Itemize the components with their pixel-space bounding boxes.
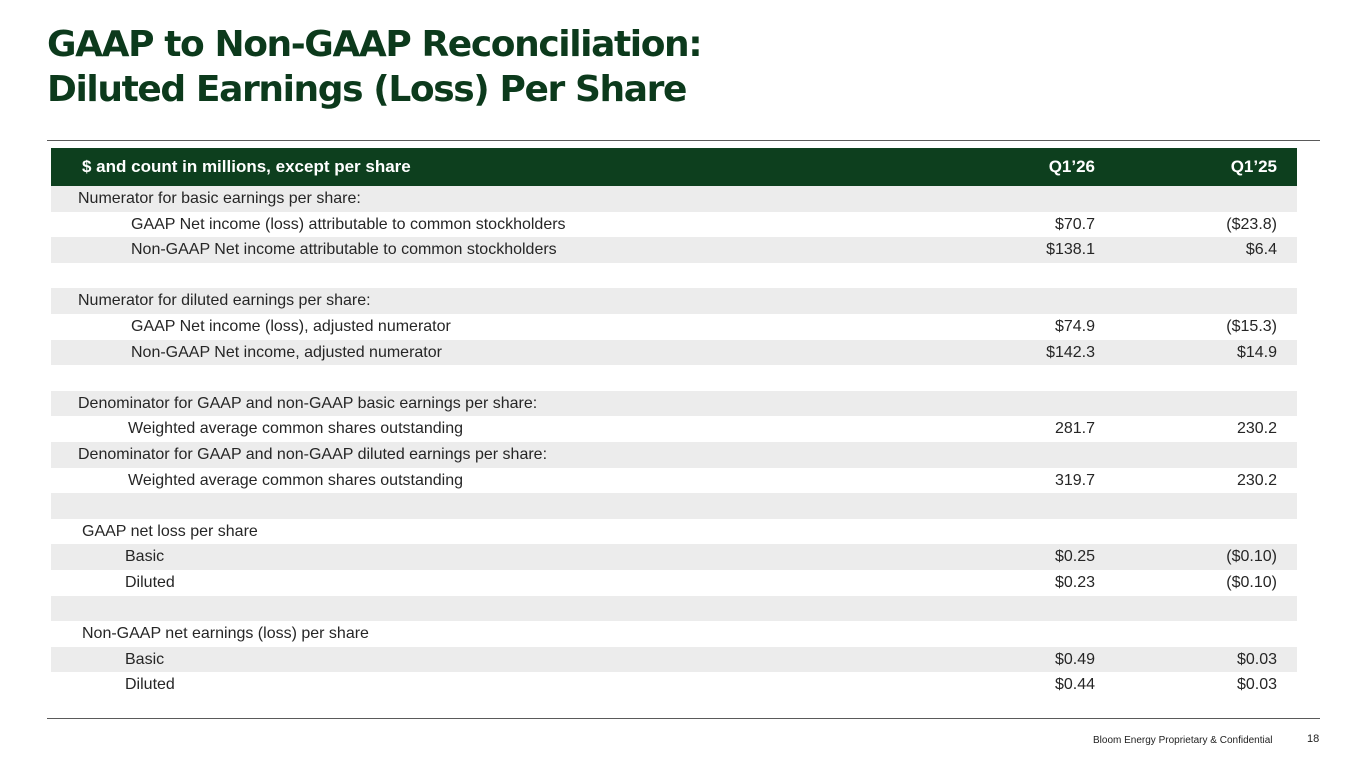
row-value-q1-26: $0.23	[1054, 573, 1095, 591]
table-row-spacer	[51, 596, 1297, 622]
row-value-q1-26: $142.3	[1046, 343, 1095, 361]
row-label: Denominator for GAAP and non-GAAP diluted earnings per share:	[78, 445, 548, 463]
header-col-q1-25: Q1’25	[1230, 157, 1277, 176]
table-header	[51, 148, 1297, 186]
table-row	[51, 237, 1297, 263]
row-value-q1-25: ($15.3)	[1226, 317, 1277, 335]
page-number: 18	[1307, 733, 1320, 745]
table-row	[51, 391, 1297, 417]
table-row	[51, 314, 1297, 340]
row-value-q1-26: 281.7	[1054, 420, 1095, 438]
row-value-q1-26: $0.49	[1054, 650, 1095, 668]
row-value-q1-25: 230.2	[1236, 471, 1277, 489]
table-row	[51, 621, 1297, 647]
row-label: Basic	[125, 650, 165, 668]
bottom-divider	[47, 718, 1320, 719]
row-value-q1-25: $6.4	[1245, 241, 1277, 259]
row-value-q1-25: $0.03	[1236, 676, 1277, 694]
title-line-1: GAAP to Non-GAAP Reconciliation:	[47, 24, 702, 65]
table-row	[51, 570, 1297, 596]
title-line-2: Diluted Earnings (Loss) Per Share	[47, 69, 686, 110]
table-row	[51, 212, 1297, 238]
table-row-spacer	[51, 365, 1297, 391]
table-row	[51, 468, 1297, 494]
table-row	[51, 544, 1297, 570]
row-label: Diluted	[125, 676, 175, 694]
row-label: Diluted	[125, 573, 175, 591]
row-value-q1-26: $70.7	[1054, 215, 1095, 233]
table-row	[51, 442, 1297, 468]
table-row-spacer	[51, 263, 1297, 289]
table-row	[51, 672, 1297, 698]
row-value-q1-25: ($23.8)	[1226, 215, 1277, 233]
page-title	[47, 22, 701, 112]
row-value-q1-26: $138.1	[1046, 241, 1095, 259]
row-label: Non-GAAP Net income, adjusted numerator	[131, 343, 442, 361]
row-value-q1-26: $74.9	[1054, 317, 1095, 335]
row-value-q1-25: ($0.10)	[1226, 548, 1277, 566]
row-label: Denominator for GAAP and non-GAAP basic earnings per share:	[78, 394, 538, 412]
reconciliation-table	[51, 148, 1297, 698]
table-row	[51, 186, 1297, 212]
top-divider	[47, 140, 1320, 141]
table-row-spacer	[51, 493, 1297, 519]
row-value-q1-25: $14.9	[1236, 343, 1277, 361]
row-label: Numerator for diluted earnings per share:	[78, 292, 371, 310]
row-value-q1-26: 319.7	[1054, 471, 1095, 489]
row-label: Non-GAAP Net income attributable to common stockholders	[131, 241, 557, 259]
header-label: $ and count in millions, except per share	[82, 157, 411, 176]
row-label: GAAP Net income (loss) attributable to common stockholders	[131, 215, 566, 233]
table-row	[51, 416, 1297, 442]
row-value-q1-26: $0.25	[1054, 548, 1095, 566]
row-label: Basic	[125, 548, 165, 566]
row-value-q1-25: ($0.10)	[1226, 573, 1277, 591]
row-value-q1-26: $0.44	[1054, 676, 1095, 694]
table-row	[51, 647, 1297, 673]
table-row	[51, 288, 1297, 314]
row-label: GAAP Net income (loss), adjusted numerator	[131, 317, 451, 335]
row-value-q1-25: 230.2	[1236, 420, 1277, 438]
table-row	[51, 519, 1297, 545]
row-label: Non-GAAP net earnings (loss) per share	[82, 625, 369, 643]
confidentiality-notice: Bloom Energy Proprietary & Confidential	[1093, 735, 1273, 746]
row-label: Weighted average common shares outstanding	[128, 471, 464, 489]
table-row	[51, 340, 1297, 366]
row-label: Numerator for basic earnings per share:	[78, 190, 361, 207]
row-value-q1-25: $0.03	[1236, 650, 1277, 668]
row-label: GAAP net loss per share	[82, 522, 258, 540]
row-label: Weighted average common shares outstanding	[128, 420, 464, 438]
header-col-q1-26: Q1’26	[1048, 157, 1095, 176]
